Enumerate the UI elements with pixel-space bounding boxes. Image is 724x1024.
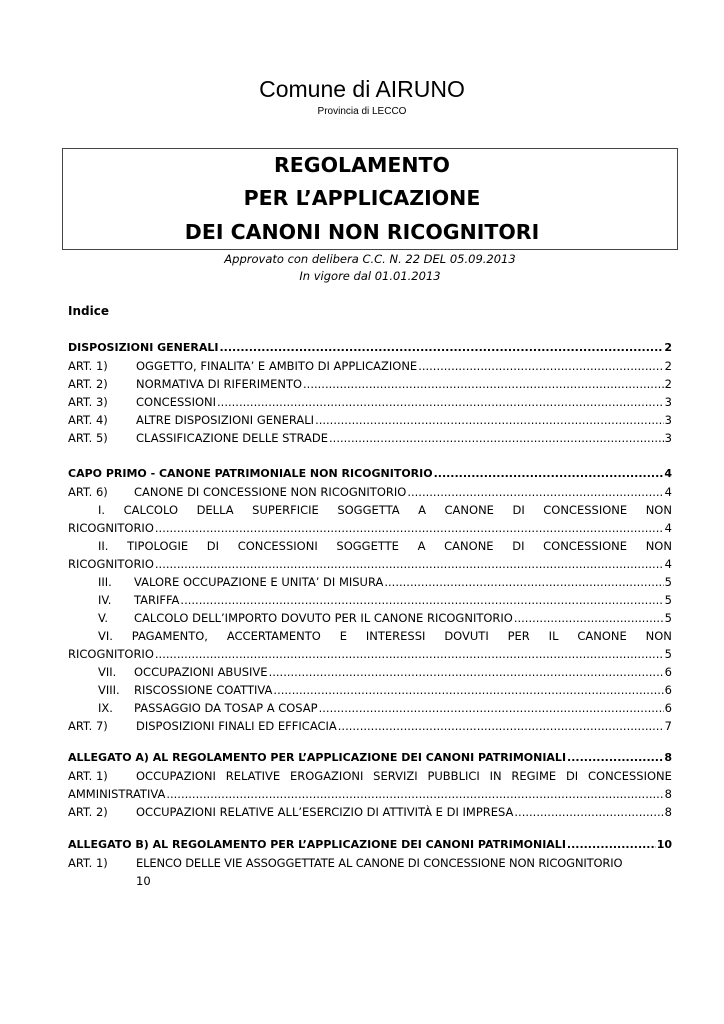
toc-title: RICOGNITORIO bbox=[68, 647, 154, 661]
toc-number: ART. 3) bbox=[68, 395, 108, 409]
toc-word: DI bbox=[206, 539, 220, 553]
toc-word: CONCESSIONE bbox=[543, 503, 628, 517]
toc-number: V. bbox=[98, 611, 109, 625]
toc-number: III. bbox=[98, 575, 112, 589]
toc-word: E bbox=[339, 629, 348, 643]
toc-word: SERVIZI bbox=[373, 769, 418, 783]
toc-word: NON bbox=[645, 503, 672, 517]
toc-leader bbox=[217, 393, 664, 411]
toc-entry-art-4[interactable] bbox=[68, 411, 672, 429]
toc-page: 6 bbox=[664, 683, 672, 697]
toc-word: DI bbox=[512, 539, 525, 553]
province-name: Provincia di LECCO bbox=[317, 106, 407, 117]
toc-leader bbox=[338, 717, 664, 735]
toc-entry-ii[interactable] bbox=[98, 537, 672, 555]
toc-number: VIII. bbox=[98, 683, 120, 697]
toc-word: CALCOLO bbox=[123, 503, 179, 517]
toc-number: ART. 1) bbox=[68, 359, 108, 373]
table-of-contents bbox=[68, 339, 672, 899]
toc-page: 3 bbox=[664, 395, 672, 409]
toc-word: NON bbox=[645, 539, 672, 553]
toc-title: PASSAGGIO DA TOSAP A COSAP bbox=[134, 701, 318, 715]
toc-page: 8 bbox=[664, 805, 672, 819]
toc-word: CONCESSIONE bbox=[587, 769, 672, 783]
toc-word: REGIME bbox=[511, 769, 557, 783]
toc-entry-art-5[interactable] bbox=[68, 429, 672, 447]
toc-entry-ii-cont[interactable] bbox=[68, 555, 672, 573]
toc-page: 2 bbox=[664, 341, 672, 354]
toc-number: IV. bbox=[98, 593, 112, 607]
toc-page: 6 bbox=[664, 701, 672, 715]
toc-title: ELENCO DELLE VIE ASSOGGETTATE AL CANONE DI CONCESSIONE NON RICOGNITORIO bbox=[136, 856, 623, 870]
toc-title: CANONE DI CONCESSIONE NON RICOGNITORIO bbox=[134, 485, 407, 499]
toc-entry-allegato-b-art-1-page[interactable] bbox=[136, 872, 672, 890]
toc-word: A bbox=[418, 503, 426, 517]
toc-number: IX. bbox=[98, 701, 113, 715]
toc-number: ART. 2) bbox=[68, 377, 108, 391]
toc-word: CONCESSIONI bbox=[237, 539, 318, 553]
toc-word: PER bbox=[507, 629, 530, 643]
toc-leader bbox=[315, 411, 664, 429]
toc-number: ART. 6) bbox=[68, 485, 108, 499]
toc-section-allegato-b[interactable] bbox=[68, 836, 672, 854]
toc-title: CONCESSIONI bbox=[136, 395, 217, 409]
toc-word: CANONE bbox=[444, 503, 494, 517]
toc-title: VALORE OCCUPAZIONE E UNITA’ DI MISURA bbox=[134, 575, 384, 589]
toc-title-justified bbox=[98, 627, 672, 645]
toc-number: I. bbox=[98, 503, 106, 517]
toc-leader bbox=[567, 836, 656, 854]
toc-number: ART. 4) bbox=[68, 413, 108, 427]
org-name: Comune di AIRUNO bbox=[259, 76, 465, 102]
toc-page: 4 bbox=[664, 521, 672, 535]
toc-section-capo-primo[interactable] bbox=[68, 465, 672, 483]
toc-word: RELATIVE bbox=[225, 769, 281, 783]
toc-title-justified bbox=[98, 537, 672, 555]
toc-leader bbox=[329, 429, 664, 447]
toc-word: IN bbox=[489, 769, 502, 783]
toc-leader bbox=[155, 645, 664, 663]
toc-entry-art-6[interactable] bbox=[68, 483, 672, 501]
toc-leader bbox=[219, 339, 663, 357]
toc-title: TARIFFA bbox=[134, 593, 180, 607]
toc-leader bbox=[166, 785, 663, 803]
toc-title: DISPOSIZIONI GENERALI bbox=[68, 341, 219, 354]
toc-section-allegato-a[interactable] bbox=[68, 749, 672, 767]
toc-leader bbox=[567, 749, 663, 767]
toc-title-justified bbox=[98, 501, 672, 519]
toc-title: CALCOLO DELL’IMPORTO DOVUTO PER IL CANONE RICOGNITORIO bbox=[134, 611, 513, 625]
toc-word: CANONE bbox=[577, 629, 627, 643]
toc-leader bbox=[384, 573, 663, 591]
toc-page: 5 bbox=[664, 575, 672, 589]
toc-entry-vi-cont[interactable] bbox=[68, 645, 672, 663]
toc-entry-allegato-a-art-2[interactable] bbox=[68, 803, 672, 821]
toc-title-justified bbox=[136, 767, 672, 785]
toc-leader bbox=[273, 681, 663, 699]
toc-page: 3 bbox=[664, 431, 672, 445]
toc-entry-viii[interactable] bbox=[98, 681, 672, 699]
toc-entry-iii[interactable] bbox=[98, 573, 672, 591]
approval-line-2: In vigore dal 01.01.2013 bbox=[299, 269, 441, 283]
toc-title: CLASSIFICAZIONE DELLE STRADE bbox=[136, 431, 329, 445]
toc-number: II. bbox=[98, 539, 109, 553]
toc-leader bbox=[514, 609, 664, 627]
toc-page: 10 bbox=[136, 874, 151, 888]
toc-number: ART. 7) bbox=[68, 719, 108, 733]
title-line-1: REGOLAMENTO bbox=[274, 153, 450, 177]
toc-word: SOGGETTE bbox=[336, 539, 399, 553]
toc-word: NON bbox=[645, 629, 672, 643]
toc-leader bbox=[407, 483, 663, 501]
toc-page: 5 bbox=[664, 647, 672, 661]
toc-section-disposizioni-generali[interactable] bbox=[68, 339, 672, 357]
toc-leader bbox=[319, 699, 664, 717]
toc-word: TIPOLOGIE bbox=[127, 539, 189, 553]
toc-word: PAGAMENTO, bbox=[131, 629, 208, 643]
toc-page: 10 bbox=[656, 838, 672, 851]
title-line-3: DEI CANONI NON RICOGNITORI bbox=[184, 220, 540, 244]
toc-page: 6 bbox=[664, 665, 672, 679]
toc-word: CANONE bbox=[444, 539, 494, 553]
toc-word: A bbox=[417, 539, 426, 553]
toc-word: IL bbox=[548, 629, 559, 643]
toc-leader bbox=[180, 591, 663, 609]
toc-page: 4 bbox=[664, 485, 672, 499]
toc-entry-art-7[interactable] bbox=[68, 717, 672, 735]
toc-leader bbox=[434, 465, 664, 483]
toc-word: DOVUTI bbox=[444, 629, 489, 643]
toc-page: 8 bbox=[664, 787, 672, 801]
toc-page: 4 bbox=[664, 557, 672, 571]
toc-title: CAPO PRIMO - CANONE PATRIMONIALE NON RICOGNITORIO bbox=[68, 467, 433, 480]
toc-title: ALLEGATO A) AL REGOLAMENTO PER L’APPLICAZIONE DEI CANONI PATRIMONIALI bbox=[68, 751, 567, 764]
toc-word: SOGGETTA bbox=[337, 503, 400, 517]
toc-title: RICOGNITORIO bbox=[68, 557, 154, 571]
toc-word: DI bbox=[512, 503, 525, 517]
toc-leader bbox=[303, 375, 664, 393]
toc-number: VI. bbox=[98, 629, 113, 643]
toc-leader bbox=[418, 357, 663, 375]
toc-entry-art-3[interactable] bbox=[68, 393, 672, 411]
toc-title: NORMATIVA DI RIFERIMENTO bbox=[136, 377, 303, 391]
toc-word: PUBBLICI bbox=[427, 769, 480, 783]
approval-line-1: Approvato con delibera C.C. N. 22 DEL 05.09.2013 bbox=[224, 252, 516, 266]
toc-title: OCCUPAZIONI RELATIVE ALL’ESERCIZIO DI ATTIVITÀ E DI IMPRESA bbox=[136, 805, 514, 819]
toc-entry-art-1[interactable] bbox=[68, 357, 672, 375]
toc-number: ART. 5) bbox=[68, 431, 108, 445]
title-line-2: PER L’APPLICAZIONE bbox=[243, 186, 481, 210]
toc-leader bbox=[269, 663, 664, 681]
toc-entry-vii[interactable] bbox=[98, 663, 672, 681]
toc-entry-v[interactable] bbox=[98, 609, 672, 627]
toc-title: ALTRE DISPOSIZIONI GENERALI bbox=[136, 413, 315, 427]
toc-title: AMMINISTRATIVA bbox=[68, 787, 166, 801]
toc-entry-i[interactable] bbox=[98, 501, 672, 519]
toc-page: 7 bbox=[664, 719, 672, 733]
toc-entry-allegato-b-art-1[interactable] bbox=[68, 854, 672, 872]
toc-word: EROGAZIONI bbox=[289, 769, 364, 783]
toc-leader bbox=[155, 519, 664, 537]
toc-word: DI bbox=[565, 769, 579, 783]
toc-title: RISCOSSIONE COATTIVA bbox=[134, 683, 273, 697]
toc-word: INTERESSI bbox=[365, 629, 426, 643]
toc-title: ALLEGATO B) AL REGOLAMENTO PER L’APPLICAZIONE DEI CANONI PATRIMONIALI bbox=[68, 838, 566, 851]
toc-page: 2 bbox=[664, 359, 672, 373]
toc-title: OCCUPAZIONI ABUSIVE bbox=[134, 665, 268, 679]
toc-entry-i-cont[interactable] bbox=[68, 519, 672, 537]
toc-entry-art-2[interactable] bbox=[68, 375, 672, 393]
toc-page: 2 bbox=[664, 377, 672, 391]
toc-page: 5 bbox=[664, 593, 672, 607]
toc-number: ART. 1) bbox=[68, 856, 108, 870]
toc-entry-allegato-a-art-1-cont[interactable] bbox=[68, 785, 672, 803]
index-heading: Indice bbox=[68, 304, 109, 318]
toc-leader bbox=[514, 803, 663, 821]
toc-page: 4 bbox=[664, 467, 672, 480]
toc-entry-allegato-a-art-1[interactable] bbox=[68, 767, 672, 785]
toc-page: 5 bbox=[664, 611, 672, 625]
toc-number: ART. 2) bbox=[68, 805, 108, 819]
toc-word: ACCERTAMENTO bbox=[226, 629, 321, 643]
toc-page: 8 bbox=[664, 751, 672, 764]
toc-leader bbox=[155, 555, 664, 573]
toc-title: RICOGNITORIO bbox=[68, 521, 154, 535]
toc-word: SUPERFICIE bbox=[252, 503, 319, 517]
toc-word: DELLA bbox=[196, 503, 234, 517]
toc-entry-ix[interactable] bbox=[98, 699, 672, 717]
toc-word: OCCUPAZIONI bbox=[136, 769, 216, 783]
toc-entry-iv[interactable] bbox=[98, 591, 672, 609]
toc-entry-vi[interactable] bbox=[98, 627, 672, 645]
toc-page: 3 bbox=[664, 413, 672, 427]
toc-title: OGGETTO, FINALITA’ E AMBITO DI APPLICAZIONE bbox=[136, 359, 418, 373]
toc-word: CONCESSIONE bbox=[543, 539, 628, 553]
toc-title: DISPOSIZIONI FINALI ED EFFICACIA bbox=[136, 719, 337, 733]
toc-number: ART. 1) bbox=[68, 769, 108, 783]
toc-number: VII. bbox=[98, 665, 117, 679]
